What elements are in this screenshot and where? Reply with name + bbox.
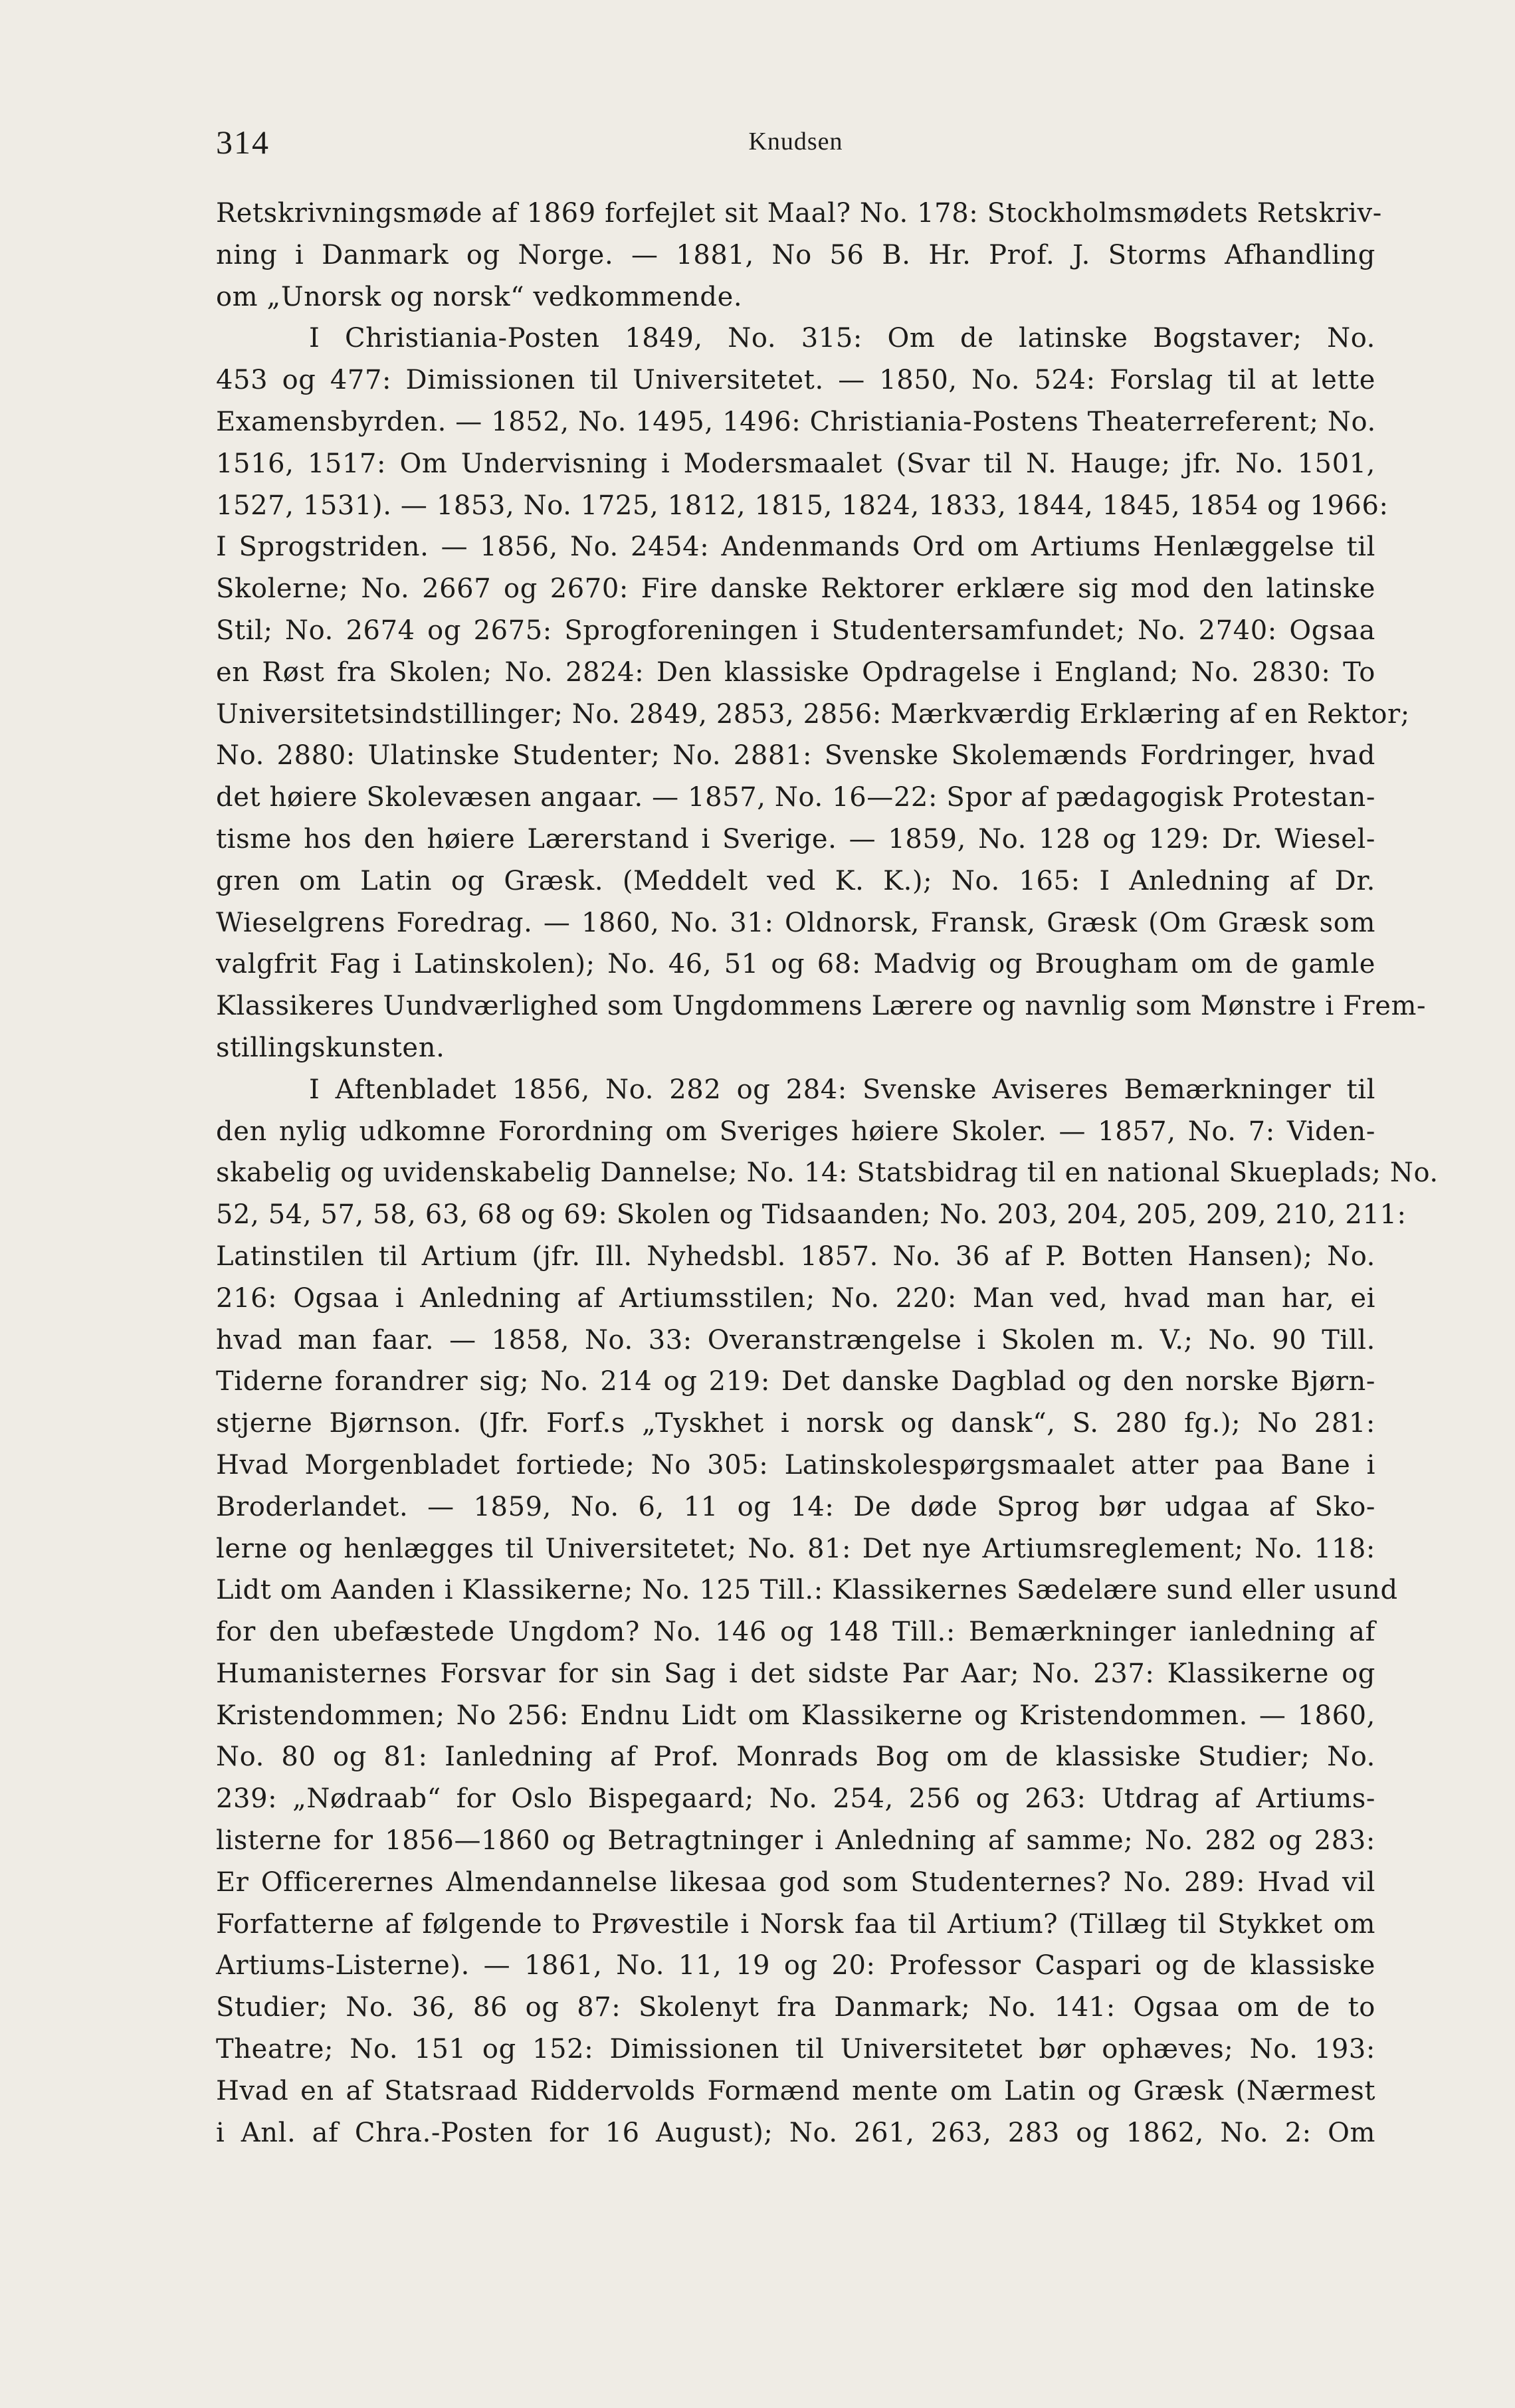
text-line: Hvad en af Statsraad Riddervolds Formænd mente om Latin og Græsk (Nærmest [216, 2075, 1375, 2106]
text-line: No. 2880: Ulatinske Studenter; No. 2881: Svenske Skolemænds Fordringer, hvad [216, 740, 1375, 771]
text-line: Wieselgrens Foredrag. — 1860, No. 31: Oldnorsk, Fransk, Græsk (Om Græsk som [216, 907, 1375, 938]
body-text [216, 193, 1439, 2154]
text-line: Kristendommen; No 256: Endnu Lidt om Klassikerne og Kristendommen. — 1860, [216, 1700, 1375, 1731]
text-line: No. 80 og 81: Ianledning af Prof. Monrads Bog om de klassiske Studier; No. [216, 1742, 1375, 1773]
text-line: Stil; No. 2674 og 2675: Sprogforeningen i Studentersamfundet; No. 2740: Ogsaa [216, 615, 1375, 646]
text-line: 216: Ogsaa i Anledning af Artiumsstilen; No. 220: Man ved, hvad man har, ei [216, 1282, 1375, 1314]
text-line: listerne for 1856—1860 og Betragtninger i Anledning af samme; No. 282 og 283: [216, 1825, 1375, 1856]
text-line: 239: „Nødraab“ for Oslo Bispegaard; No. 254, 256 og 263: Utdrag af Artiums- [216, 1783, 1375, 1815]
text-line: stillingskunsten. [216, 1032, 445, 1063]
text-line: det høiere Skolevæsen angaar. — 1857, No. 16—22: Spor af pædagogisk Protestan- [216, 782, 1375, 813]
text-line: Broderlandet. — 1859, No. 6, 11 og 14: De døde Sprog bør udgaa af Sko- [216, 1491, 1375, 1522]
text-line: Latinstilen til Artium (jfr. Ill. Nyhedsbl. 1857. No. 36 af P. Botten Hansen); No. [216, 1241, 1375, 1272]
text-line: den nylig udkomne Forordning om Sveriges høiere Skoler. — 1857, No. 7: Viden- [216, 1116, 1375, 1147]
text-line: Retskrivningsmøde af 1869 forfejlet sit Maal? No. 178: Stockholmsmødets Retskriv- [216, 198, 1382, 229]
running-head: Knudsen [748, 128, 843, 155]
text-line: Skolerne; No. 2667 og 2670: Fire danske Rektorer erklære sig mod den latinske [216, 573, 1375, 605]
text-line: I Aftenbladet 1856, No. 282 og 284: Svenske Aviseres Bemærkninger til [309, 1074, 1375, 1105]
text-line: valgfrit Fag i Latinskolen); No. 46, 51 og 68: Madvig og Brougham om de gamle [216, 949, 1375, 980]
text-line: Er Officerernes Almendannelse likesaa god som Studenternes? No. 289: Hvad vil [216, 1866, 1375, 1898]
text-line: Lidt om Aanden i Klassikerne; No. 125 Till.: Klassikernes Sædelære sund eller usund [216, 1575, 1398, 1606]
text-line: Examensbyrden. — 1852, No. 1495, 1496: Christiania-Postens Theaterreferent; No. [216, 406, 1376, 437]
text-line: i Anl. af Chra.-Posten for 16 August); No. 261, 263, 283 og 1862, No. 2: Om [216, 2117, 1375, 2148]
text-line: stjerne Bjørnson. (Jfr. Forf.s „Tyskhet i norsk og dansk“, S. 280 fg.); No 281: [216, 1408, 1375, 1439]
text-line: Universitetsindstillinger; No. 2849, 2853, 2856: Mærkværdig Erklæring af en Rektor; [216, 698, 1410, 730]
text-line: 52, 54, 57, 58, 63, 68 og 69: Skolen og Tidsaanden; No. 203, 204, 205, 209, 210, 211: [216, 1199, 1407, 1231]
text-line: 1516, 1517: Om Undervisning i Modersmaalet (Svar til N. Hauge; jfr. No. 1501, [216, 448, 1375, 479]
text-line: Klassikeres Uundværlighed som Ungdommens Lærere og navnlig som Mønstre i Frem- [216, 991, 1427, 1022]
text-line: Hvad Morgenbladet fortiede; No 305: Latinskolespørgsmaalet atter paa Bane i [216, 1449, 1375, 1480]
text-line: Theatre; No. 151 og 152: Dimissionen til Universitetet bør ophæves; No. 193: [216, 2034, 1375, 2065]
text-line: for den ubefæstede Ungdom? No. 146 og 148 Till.: Bemærkninger ianledning af [216, 1617, 1375, 1648]
text-line: gren om Latin og Græsk. (Meddelt ved K. K.); No. 165: I Anledning af Dr. [216, 865, 1375, 896]
text-line: Studier; No. 36, 86 og 87: Skolenyt fra Danmark; No. 141: Ogsaa om de to [216, 1992, 1375, 2023]
text-line: om „Unorsk og norsk“ vedkommende. [216, 281, 743, 312]
text-line: Artiums-Listerne). — 1861, No. 11, 19 og 20: Professor Caspari og de klassiske [216, 1950, 1375, 1981]
text-line: 453 og 477: Dimissionen til Universitetet. — 1850, No. 524: Forslag til at lette [216, 365, 1375, 396]
page-number: 314 [216, 124, 270, 161]
page-header [216, 123, 1375, 169]
text-line: ning i Danmark og Norge. — 1881, No 56 B. Hr. Prof. J. Storms Afhandling [216, 239, 1375, 270]
text-line: 1527, 1531). — 1853, No. 1725, 1812, 1815, 1824, 1833, 1844, 1845, 1854 og 1966: [216, 490, 1389, 521]
text-line: hvad man faar. — 1858, No. 33: Overanstrængelse i Skolen m. V.; No. 90 Till. [216, 1324, 1375, 1355]
text-line: Humanisternes Forsvar for sin Sag i det sidste Par Aar; No. 237: Klassikerne og [216, 1658, 1375, 1689]
text-line: lerne og henlægges til Universitetet; No. 81: Det nye Artiumsreglement; No. 118: [216, 1533, 1375, 1564]
text-line: I Sprogstriden. — 1856, No. 2454: Andenmands Ord om Artiums Henlæggelse til [216, 532, 1375, 563]
text-line: I Christiania-Posten 1849, No. 315: Om de latinske Bogstaver; No. [309, 323, 1375, 354]
text-line: tisme hos den høiere Lærerstand i Sverige. — 1859, No. 128 og 129: Dr. Wiesel- [216, 823, 1375, 854]
text-line: en Røst fra Skolen; No. 2824: Den klassiske Opdragelse i England; No. 2830: To [216, 656, 1375, 688]
text-line: skabelig og uvidenskabelig Dannelse; No. 14: Statsbidrag til en national Skueplads; No. [216, 1157, 1439, 1189]
text-line: Tiderne forandrer sig; No. 214 og 219: Det danske Dagblad og den norske Bjørn- [216, 1366, 1375, 1397]
text-line: Forfatterne af følgende to Prøvestile i Norsk faa til Artium? (Tillæg til Stykket om [216, 1908, 1375, 1940]
